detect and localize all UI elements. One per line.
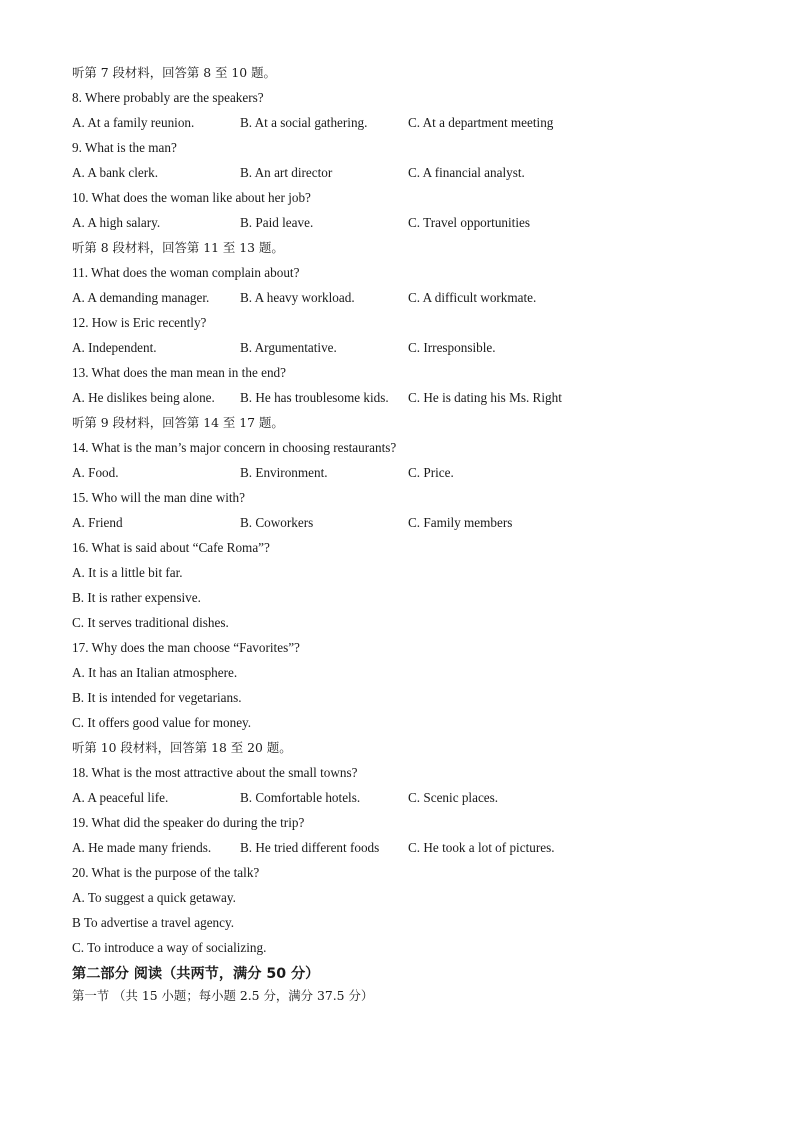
question-line: B. It is intended for vegetarians.	[72, 690, 242, 705]
option-b: B. Paid leave.	[240, 215, 314, 230]
question-line: 8. Where probably are the speakers?	[72, 90, 264, 105]
option-b: B. He has troublesome kids.	[240, 390, 389, 405]
section-instruction: 听第 9 段材料，回答第 14 至 17 题。	[72, 415, 284, 430]
question-line: 11. What does the woman complain about?	[72, 265, 300, 280]
option-c: C. A financial analyst.	[408, 165, 525, 180]
question-line: B To advertise a travel agency.	[72, 915, 235, 930]
question-line: C. To introduce a way of socializing.	[72, 940, 267, 955]
option-c: C. Irresponsible.	[408, 340, 496, 355]
section-instruction: 听第 10 段材料，回答第 18 至 20 题。	[72, 740, 292, 755]
question-line: 20. What is the purpose of the talk?	[72, 865, 260, 880]
question-line: 17. Why does the man choose “Favorites”?	[72, 640, 300, 655]
option-b: B. A heavy workload.	[240, 290, 355, 305]
question-line: A. It has an Italian atmosphere.	[72, 665, 238, 680]
question-line: B. It is rather expensive.	[72, 590, 201, 605]
question-line: 14. What is the man’s major concern in choosing restaurants?	[72, 440, 397, 455]
question-line: A. It is a little bit far.	[72, 565, 183, 580]
option-c: C. Scenic places.	[408, 790, 499, 805]
question-line: 12. How is Eric recently?	[72, 315, 207, 330]
option-a: A. A demanding manager.	[72, 290, 210, 305]
question-line: 9. What is the man?	[72, 140, 177, 155]
option-c: C. Price.	[408, 465, 454, 480]
option-b: B. He tried different foods	[240, 840, 380, 855]
option-c: C. A difficult workmate.	[408, 290, 537, 305]
part-heading: 第二部分 阅读（共两节，满分 50 分）	[72, 966, 320, 982]
question-line: C. It offers good value for money.	[72, 715, 252, 730]
section-instruction: 听第 8 段材料，回答第 11 至 13 题。	[72, 240, 284, 255]
section-instruction: 听第 7 段材料，回答第 8 至 10 题。	[72, 65, 276, 80]
question-line: 16. What is said about “Cafe Roma”?	[72, 540, 270, 555]
option-a: A. He made many friends.	[72, 840, 212, 855]
option-c: C. At a department meeting	[408, 115, 554, 130]
option-b: B. Coworkers	[240, 515, 314, 530]
question-line: 10. What does the woman like about her job?	[72, 190, 311, 205]
option-c: C. Travel opportunities	[408, 215, 530, 230]
option-c: C. He is dating his Ms. Right	[408, 390, 562, 405]
option-a: A. He dislikes being alone.	[72, 390, 215, 405]
question-line: A. To suggest a quick getaway.	[72, 890, 236, 905]
option-a: A. At a family reunion.	[72, 115, 195, 130]
question-line: 13. What does the man mean in the end?	[72, 365, 286, 380]
option-c: C. Family members	[408, 515, 513, 530]
option-c: C. He took a lot of pictures.	[408, 840, 555, 855]
question-line: 18. What is the most attractive about the small towns?	[72, 765, 358, 780]
option-b: B. Environment.	[240, 465, 328, 480]
section-instruction: 第一节 （共 15 小题；每小题 2.5 分，满分 37.5 分）	[72, 988, 374, 1003]
option-a: A. Friend	[72, 515, 123, 530]
option-a: A. Independent.	[72, 340, 157, 355]
option-b: B. Argumentative.	[240, 340, 337, 355]
question-line: 15. Who will the man dine with?	[72, 490, 245, 505]
question-line: C. It serves traditional dishes.	[72, 615, 229, 630]
option-b: B. An art director	[240, 165, 333, 180]
option-b: B. Comfortable hotels.	[240, 790, 361, 805]
question-line: 19. What did the speaker do during the trip?	[72, 815, 305, 830]
option-b: B. At a social gathering.	[240, 115, 368, 130]
option-a: A. A peaceful life.	[72, 790, 169, 805]
option-a: A. A high salary.	[72, 215, 161, 230]
option-a: A. A bank clerk.	[72, 165, 159, 180]
option-a: A. Food.	[72, 465, 119, 480]
